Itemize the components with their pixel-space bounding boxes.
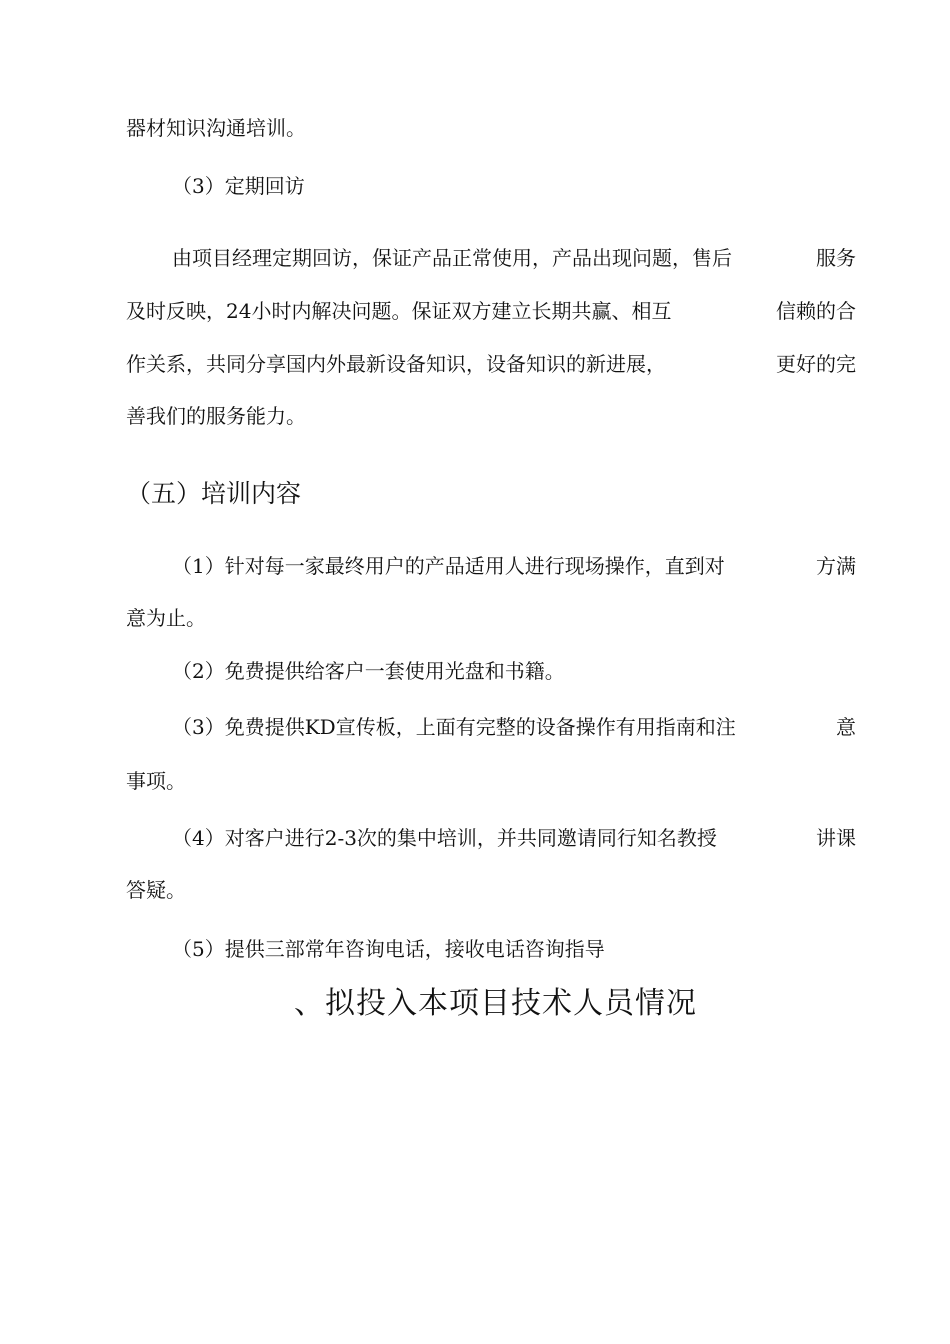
training-item-3-text: （3）免费提供KD宣传板，上面有完整的设备操作有用指南和注 xyxy=(172,715,736,739)
training-item-1 xyxy=(172,554,856,578)
visit-paragraph-line-2 xyxy=(126,299,856,323)
training-item-1-cont: 意为止。 xyxy=(126,606,206,630)
training-item-1-text: （1）针对每一家最终用户的产品适用人进行现场操作，直到对 xyxy=(172,554,725,578)
paragraph-continuation: 器材知识沟通培训。 xyxy=(126,116,306,140)
training-item-4 xyxy=(172,826,856,850)
visit-line-1-text: 由项目经理定期回访，保证产品正常使用，产品出现问题，售后 xyxy=(172,246,732,270)
heading-training-content: （五）培训内容 xyxy=(126,479,302,508)
visit-line-2-text: 及时反映，24小时内解决问题。保证双方建立长期共赢、相互 xyxy=(126,299,672,323)
visit-line-3-text: 作关系，共同分享国内外最新设备知识，设备知识的新进展， xyxy=(126,352,666,376)
visit-paragraph-line-1 xyxy=(172,246,856,270)
item-3-title: （3）定期回访 xyxy=(172,174,305,198)
training-item-4-tail: 讲课 xyxy=(816,826,856,850)
visit-line-3-tail: 更好的完 xyxy=(776,352,856,376)
training-item-2: （2）免费提供给客户一套使用光盘和书籍。 xyxy=(172,659,565,683)
training-item-5: （5）提供三部常年咨询电话，接收电话咨询指导 xyxy=(172,937,605,961)
training-item-4-text: （4）对客户进行2-3次的集中培训，并共同邀请同行知名教授 xyxy=(172,826,717,850)
visit-paragraph-line-4: 善我们的服务能力。 xyxy=(126,404,306,428)
visit-line-1-tail: 服务 xyxy=(816,246,856,270)
training-item-3-tail: 意 xyxy=(836,715,856,739)
visit-paragraph-line-3 xyxy=(126,352,856,376)
training-item-3-cont: 事项。 xyxy=(126,769,186,793)
visit-line-2-tail: 信赖的合 xyxy=(776,299,856,323)
section-title-technical-staff: 、拟投入本项目技术人员情况 xyxy=(294,986,697,1021)
training-item-4-cont: 答疑。 xyxy=(126,878,186,902)
training-item-1-tail: 方满 xyxy=(816,554,856,578)
training-item-3 xyxy=(172,715,856,739)
